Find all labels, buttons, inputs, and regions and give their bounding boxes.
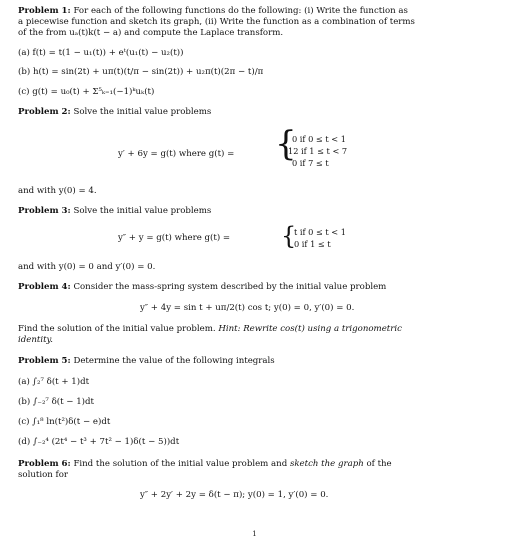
problem-4-equation: y″ + 4y = sin t + uπ/2(t) cos t; y(0) = 0, y′(0) = 0. [140, 303, 355, 313]
problem-5-part-b: (b) ∫₋₂⁷ δ(t − 1)dt [18, 397, 94, 407]
problem-1-part-b: (b) h(t) = sin(2t) + uπ(t)(t/π − sin(2t)) + u₂π(t)(2π − t)/π [18, 67, 264, 77]
problem-6-title: Problem 6: [18, 459, 71, 469]
problem-4-hint: Hint: Rewrite cos(t) using a trigonometric [218, 324, 402, 334]
problem-1-text-2: a piecewise function and sketch its graph, (ii) Write the function as a combination of terms [18, 17, 415, 27]
problem-3-brace: { [281, 222, 297, 250]
problem-5-line [18, 356, 501, 367]
problem-2-equation: y′ + 6y = g(t) where g(t) = [118, 149, 235, 159]
problem-5-title: Problem 5: [18, 356, 71, 366]
problem-1-part-c: (c) g(t) = u₀(t) + Σ⁵ₖ₌₁(−1)ᵏuₖ(t) [18, 87, 155, 97]
problem-6-text-2: solution for [18, 470, 68, 480]
problem-2-brace: { [275, 124, 297, 164]
problem-4-text-2: Find the solution of the initial value problem. [18, 324, 216, 334]
problem-3-condition: and with y(0) = 0 and y′(0) = 0. [18, 262, 156, 272]
problem-2-case-1: 0 if 0 ≤ t < 1 [292, 134, 346, 144]
problem-3-equation: y″ + y = g(t) where g(t) = [118, 233, 231, 243]
problem-4-text: Consider the mass-spring system described by the initial value problem [73, 282, 387, 292]
problem-3-case-1: t if 0 ≤ t < 1 [294, 227, 346, 237]
problem-6-line [18, 459, 501, 470]
problem-5-part-c: (c) ∫₁⁸ ln(t²)δ(t − e)dt [18, 417, 111, 427]
problem-6-equation: y″ + 2y′ + 2y = δ(t − π); y(0) = 1, y′(0) = 0. [140, 490, 329, 500]
problem-1-title: Problem 1: [18, 6, 71, 16]
problem-2-case-2: 12 if 1 ≤ t < 7 [288, 146, 348, 156]
problem-4-line [18, 282, 501, 293]
problem-2-line [18, 107, 501, 118]
problem-1-line-1 [18, 6, 501, 17]
problem-4-line-2 [18, 324, 501, 335]
problem-3-case-2: 0 if 1 ≤ t [294, 239, 331, 249]
problem-5-text: Determine the value of the following integrals [73, 356, 275, 366]
problem-5-part-a: (a) ∫₂⁷ δ(t + 1)dt [18, 377, 90, 387]
problem-6-text-c: of the [366, 459, 392, 469]
problem-6-text-a: Find the solution of the initial value problem and [73, 459, 288, 469]
problem-3-line [18, 206, 501, 217]
problem-4-title: Problem 4: [18, 282, 71, 292]
problem-1-text-3: of the from uₐ(t)k(t − a) and compute the Laplace transform. [18, 28, 284, 38]
page-number: 1 [252, 530, 257, 538]
problem-2-case-3: 0 if 7 ≤ t [292, 158, 329, 168]
problem-2-text: Solve the initial value problems [73, 107, 212, 117]
problem-5-part-d: (d) ∫₋₂⁴ (2t⁴ − t³ + 7t² − 1)δ(t − 5))dt [18, 437, 180, 447]
problem-2-condition: and with y(0) = 4. [18, 186, 97, 196]
problem-4-hint-2: identity. [18, 335, 53, 345]
problem-6-text-b: sketch the graph [289, 459, 364, 469]
problem-2-title: Problem 2: [18, 107, 71, 117]
problem-3-text: Solve the initial value problems [73, 206, 212, 216]
problem-1-text-1: For each of the following functions do the following: (i) Write the function as [73, 6, 408, 16]
problem-1-part-a: (a) f(t) = t(1 − u₁(t)) + eᵗ(u₁(t) − u₂(t)) [18, 48, 184, 58]
problem-3-title: Problem 3: [18, 206, 71, 216]
